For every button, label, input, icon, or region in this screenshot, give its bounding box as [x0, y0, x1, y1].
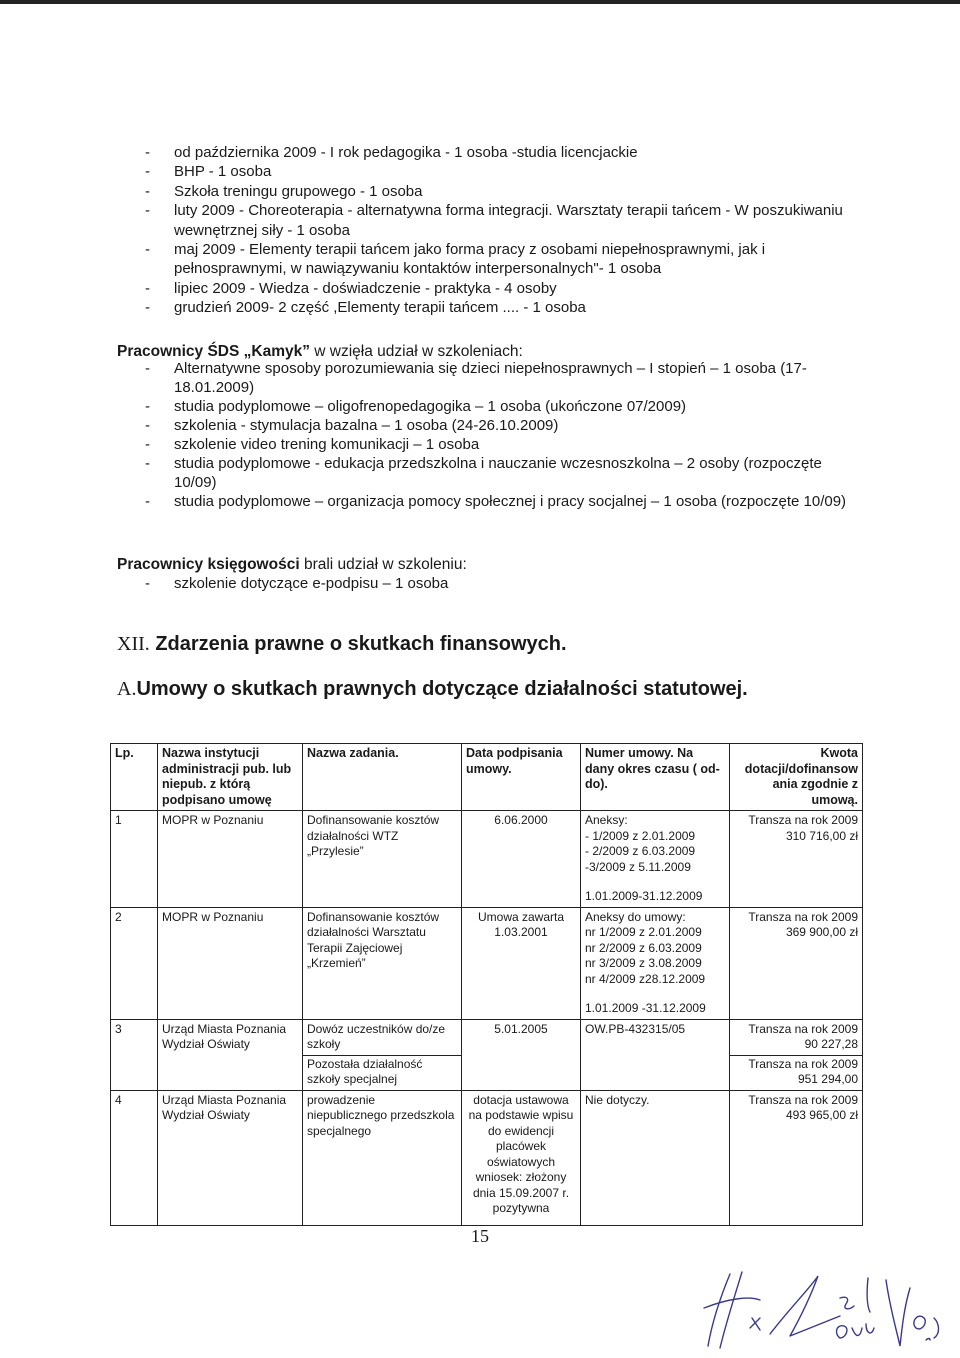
cell-number: OW.PB-432315/05 — [581, 1019, 730, 1090]
bullet-list — [0, 143, 960, 318]
cell-number: Nie dotyczy. — [581, 1090, 730, 1225]
cell-institution: MOPR w Poznaniu — [158, 907, 303, 1019]
list-item: - BHP - 1 osoba — [0, 162, 960, 181]
cell-date: Umowa zawarta 1.03.2001 — [462, 907, 581, 1019]
accounting-list — [0, 574, 960, 593]
col-header-task: Nazwa zadania. — [303, 744, 462, 811]
amount-value: 90 227,28 — [804, 1037, 858, 1051]
list-item: - studia podyplomowe - edukacja przedszkolna i nauczanie wczesnoszkolna – 2 osoby (rozpoczęte 10/09) — [0, 454, 960, 492]
cell-institution: Urząd Miasta Poznania Wydział Oświaty — [158, 1019, 303, 1090]
task-line: Pozostała działalność szkoły specjalnej — [303, 1055, 461, 1088]
cell-date: 6.06.2000 — [462, 811, 581, 908]
cell-amount — [730, 907, 863, 1019]
page-number: 15 — [471, 1226, 489, 1246]
col-header-amount: Kwota dotacji/dofinansow ania zgodnie z umową. — [730, 744, 863, 811]
amount-label: Transza na rok 2009 — [748, 813, 858, 827]
cell-date: dotacja ustawowa na podstawie wpisu do ewidencji placówek oświatowych wniosek: złożony dnia 15.09.2007 r. pozytywna — [462, 1090, 581, 1225]
amount-value: 369 900,00 zł — [785, 925, 858, 939]
cell-institution: Urząd Miasta Poznania Wydział Oświaty — [158, 1090, 303, 1225]
section-number: XII. — [117, 633, 150, 655]
table-row — [111, 811, 863, 908]
list-item: - szkolenie video trening komunikacji – 1 osoba — [0, 435, 960, 454]
amount-value: 951 294,00 — [797, 1072, 858, 1086]
bullet-list — [0, 359, 960, 511]
cell-amount — [730, 1019, 863, 1090]
list-item: - studia podyplomowe – oligofrenopedagogika – 1 osoba (ukończone 07/2009) — [0, 397, 960, 416]
list-item: - szkolenia - stymulacja bazalna – 1 osoba (24-26.10.2009) — [0, 416, 960, 435]
heading-bold: Pracownicy ŚDS „Kamyk” — [117, 343, 310, 360]
col-header-date: Data podpisania umowy. — [462, 744, 581, 811]
cell-task — [303, 1019, 462, 1090]
subsection-a-heading — [117, 678, 748, 701]
amount-label: Transza na rok 2009 — [748, 1092, 858, 1107]
section-title: Zdarzenia prawne o skutkach finansowych. — [149, 633, 567, 655]
number-line: - 1/2009 z 2.01.2009 — [585, 828, 696, 843]
accounting-heading — [117, 556, 467, 574]
cell-lp: 1 — [111, 811, 158, 908]
heading-rest: w wzięła udział w szkoleniach: — [309, 343, 523, 360]
amount-value: 493 965,00 zł — [785, 1108, 858, 1122]
list-item: - studia podyplomowe – organizacja pomocy społecznej i pracy socjalnej – 1 osoba (rozpoczęte 10/09) — [0, 492, 960, 511]
training-list-intro — [0, 143, 960, 318]
number-line: nr 4/2009 z28.12.2009 — [585, 971, 706, 986]
heading-bold: Pracownicy księgowości — [117, 556, 300, 573]
col-header-lp: Lp. — [111, 744, 158, 811]
list-item: - grudzień 2009- 2 część ,Elementy terapii tańcem .... - 1 osoba — [0, 298, 960, 317]
cell-number — [581, 811, 730, 908]
list-item: - lipiec 2009 - Wiedza - doświadczenie - praktyka - 4 osoby — [0, 279, 960, 298]
table-header-row — [111, 744, 863, 811]
list-item: - szkolenie dotyczące e-podpisu – 1 osoba — [0, 574, 960, 593]
table-row — [111, 907, 863, 1019]
cell-lp: 4 — [111, 1090, 158, 1225]
col-header-number: Numer umowy. Na dany okres czasu ( od-do). — [581, 744, 730, 811]
amount-label: Transza na rok 2009 — [748, 909, 858, 924]
number-line: nr 3/2009 z 3.08.2009 — [585, 956, 702, 970]
scan-top-edge — [0, 0, 960, 4]
cell-task: prowadzenie niepublicznego przedszkola specjalnego — [303, 1090, 462, 1225]
amount-label: Transza na rok 2009 — [730, 1055, 862, 1073]
cell-institution: MOPR w Poznaniu — [158, 811, 303, 908]
col-header-institution: Nazwa instytucji administracji pub. lub niepub. z którą podpisano umowę — [158, 744, 303, 811]
handwritten-signature — [690, 1268, 950, 1350]
sds-kamyk-list — [0, 359, 960, 511]
list-item: - maj 2009 - Elementy terapii tańcem jako forma pracy z osobami niepełnosprawnymi, jak i pełnosprawnymi, w nawiązywaniu kontaktów interpersonalnych"- 1 osoba — [0, 240, 960, 279]
number-line: -3/2009 z 5.11.2009 — [585, 859, 691, 874]
period-line: 1.01.2009 -31.12.2009 — [585, 1001, 706, 1015]
amount-value: 310 716,00 zł — [785, 828, 858, 843]
number-line: nr 1/2009 z 2.01.2009 — [585, 925, 702, 939]
task-line: Dowóz uczestników do/ze szkoły — [307, 1021, 446, 1051]
list-item: - Szkoła treningu grupowego - 1 osoba — [0, 182, 960, 201]
bullet-list — [0, 574, 960, 593]
subsection-number: A. — [117, 678, 137, 700]
table-row — [111, 1090, 863, 1225]
amount-label: Transza na rok 2009 — [748, 1021, 858, 1036]
section-xii-heading — [117, 633, 567, 656]
subsection-title: Umowy o skutkach prawnych dotyczące działalności statutowej. — [136, 678, 748, 700]
list-item: - Alternatywne sposoby porozumiewania się dzieci niepełnosprawnych – I stopień – 1 osoba (17-18.01.2009) — [0, 359, 960, 397]
number-line: Aneksy: — [585, 813, 628, 827]
heading-rest: brali udział w szkoleniu: — [299, 556, 467, 573]
cell-amount — [730, 811, 863, 908]
contracts-table — [110, 743, 863, 1226]
list-item: - od października 2009 - I rok pedagogika - 1 osoba -studia licencjackie — [0, 143, 960, 162]
number-line: Aneksy do umowy: — [585, 909, 686, 924]
list-item: - luty 2009 - Choreoterapia - alternatywna forma integracji. Warsztaty terapii tańcem - W poszukiwaniu wewnętrznej siły - 1 osoba — [0, 201, 960, 240]
cell-amount — [730, 1090, 863, 1225]
number-line: nr 2/2009 z 6.03.2009 — [585, 940, 702, 955]
cell-date: 5.01.2005 — [462, 1019, 581, 1090]
period-line: 1.01.2009-31.12.2009 — [585, 889, 703, 903]
cell-lp: 2 — [111, 907, 158, 1019]
cell-number — [581, 907, 730, 1019]
cell-task: Dofinansowanie kosztów działalności Warsztatu Terapii Zajęciowej „Krzemień” — [303, 907, 462, 1019]
cell-task: Dofinansowanie kosztów działalności WTZ „Przylesie” — [303, 811, 462, 908]
table-row — [111, 1019, 863, 1090]
number-line: - 2/2009 z 6.03.2009 — [585, 844, 696, 858]
cell-lp: 3 — [111, 1019, 158, 1090]
